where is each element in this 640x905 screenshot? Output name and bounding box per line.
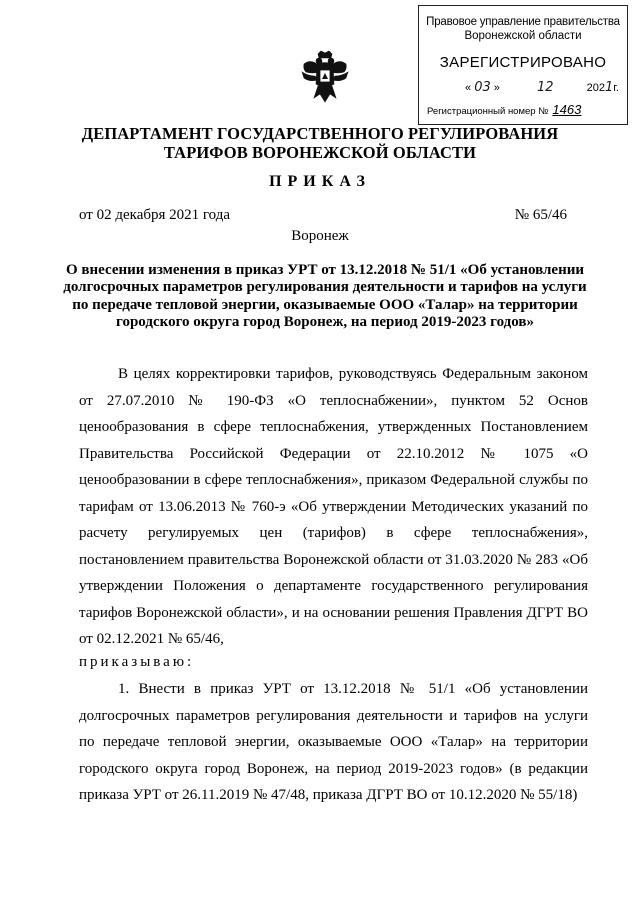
preamble-text: В целях корректировки тарифов, руководствуясь Федеральным законом от 27.07.2010 № 190-ФЗ «О теплоснабжении», пунктом 52 Основ ценообразования в сфере теплоснабжения, утвержденных Постановлением Правительства Российской Федерации от 22.10.2012 № 1075 «О ценообразовании в сфере теплоснабжения», приказом Федеральной службы по тарифам от 13.06.2013 № 760-э «Об утверждении Методических указаний по расчету регулируемых цен (тарифов) в сфере теплоснабжения», постановлением правительства Воронежской области от 31.03.2020 № 283 «Об утверждении Положения о департаменте государственного регулирования тарифов Воронежской области», и на основании решения Правления ДГРТ ВО от 02.12.2021 № 65/46, [79, 366, 588, 647]
order-directive: приказываю: [79, 654, 195, 670]
stamp-year-hand: 1 [604, 80, 614, 95]
order-city: Воронеж [291, 228, 349, 244]
order-date-line [79, 207, 567, 224]
stamp-day: 03 [474, 80, 491, 95]
preamble-paragraph [79, 361, 588, 653]
order-date: от 02 декабря 2021 года [79, 207, 231, 223]
order-item-1-text: 1. Внести в приказ УРТ от 13.12.2018 № 51/1 «Об установлении долгосрочных параметров регулирования деятельности и тарифов на услуги по передаче тепловой энергии, оказываемые ООО «Талар» на территории городского округа город Воронеж, на период 2019-2023 годов» (в редакции приказа УРТ от 26.11.2019 № 47/48, приказа ДГРТ ВО от 10.12.2020 № 55/18) [79, 681, 588, 803]
registration-stamp [418, 5, 628, 125]
department-title-line2: ТАРИФОВ ВОРОНЕЖСКОЙ ОБЛАСТИ [163, 143, 477, 162]
stamp-authority-line1: Правовое управление правительства [426, 16, 620, 28]
stamp-month: 12 [536, 80, 554, 95]
stamp-date: « 03 » 12 2021г. [465, 80, 619, 95]
department-title [0, 124, 640, 162]
order-item-1 [79, 676, 588, 809]
voronezh-coat-of-arms-icon [300, 50, 350, 106]
order-subject: О внесении изменения в приказ УРТ от 13.12.2018 № 51/1 «Об установлении долгосрочных параметров регулирования деятельности и тарифов на услуги по передаче тепловой энергии, оказываемые ООО «Талар» на территории городского округа город Воронеж, на период 2019-2023 годов» [63, 262, 587, 331]
order-number: № 65/46 [514, 207, 567, 223]
order-heading: ПРИКАЗ [269, 173, 371, 190]
stamp-registered-label: ЗАРЕГИСТРИРОВАНО [439, 54, 607, 71]
stamp-reg-number [419, 102, 627, 117]
stamp-reg-value: 1463 [552, 102, 582, 117]
stamp-authority-line2: Воронежской области [464, 30, 582, 42]
stamp-year-prefix: 202 [586, 82, 605, 94]
stamp-year-suffix: г. [613, 82, 619, 94]
stamp-reg-label: Регистрационный номер № [427, 106, 549, 117]
department-title-line1: ДЕПАРТАМЕНТ ГОСУДАРСТВЕННОГО РЕГУЛИРОВАНИЯ [81, 124, 559, 143]
